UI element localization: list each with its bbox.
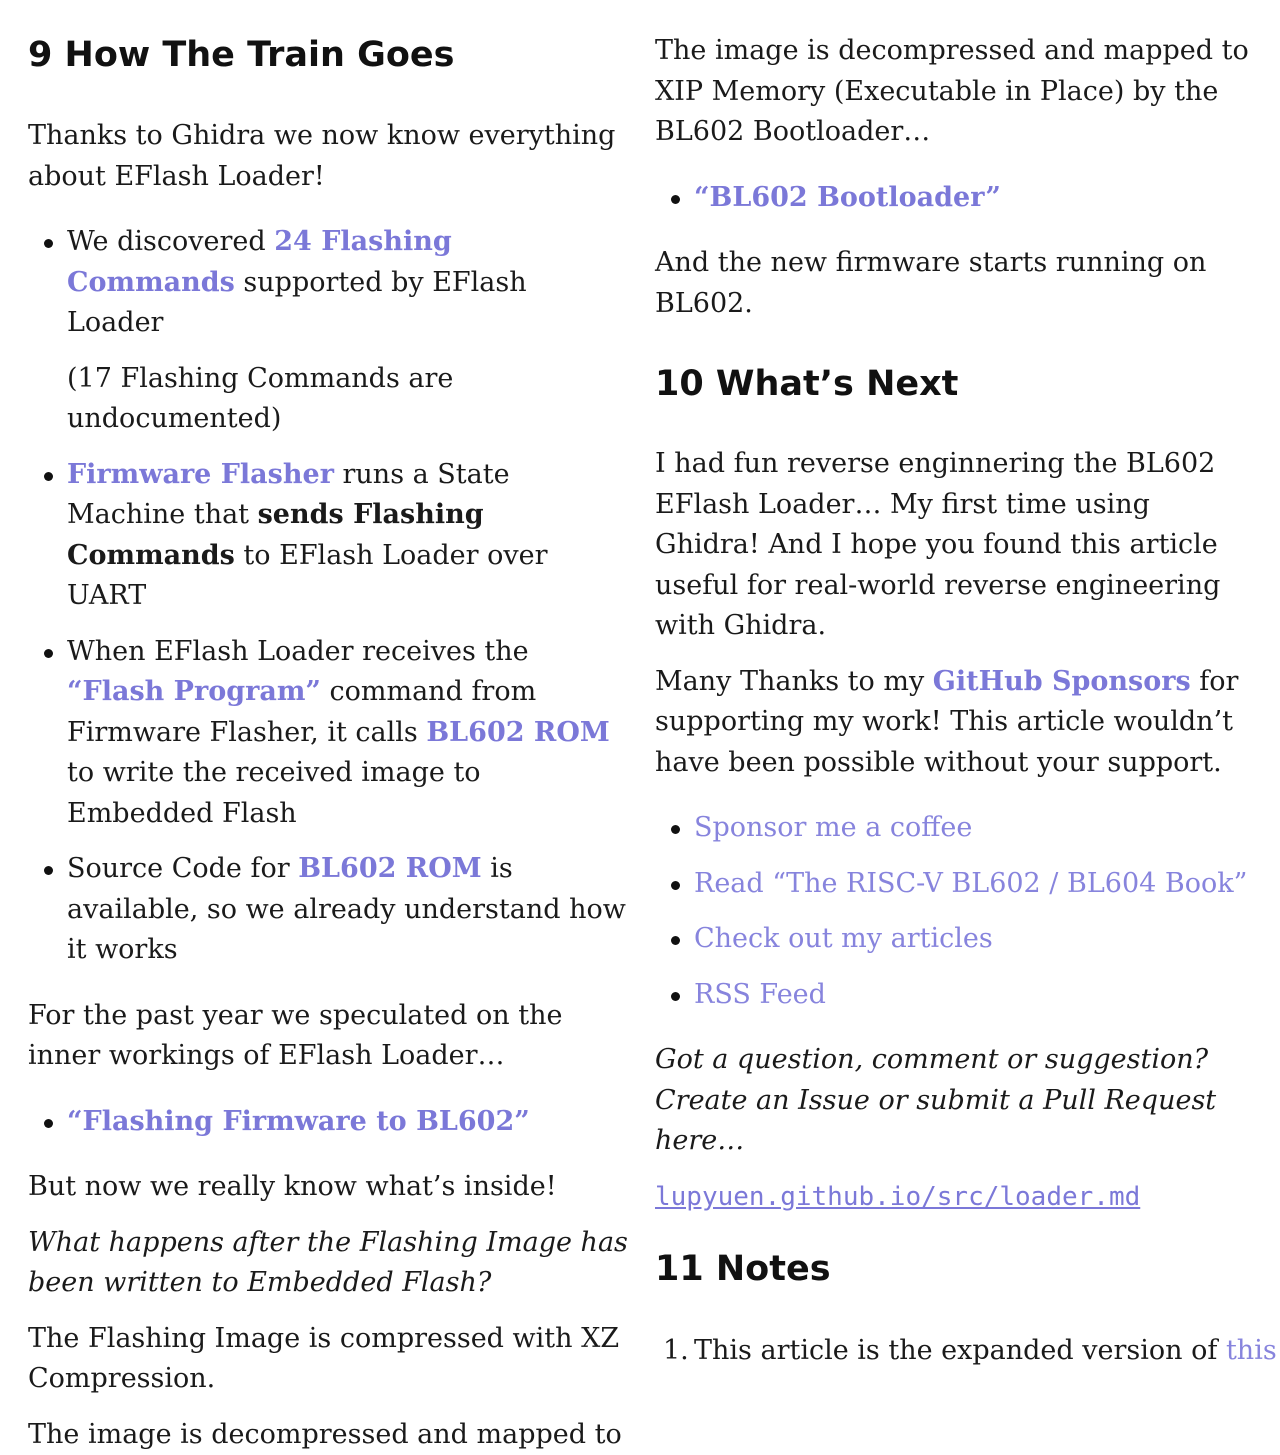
text: command from Firmware Flasher, it calls xyxy=(67,676,536,748)
right-column xyxy=(655,0,1260,1266)
section-heading-next: 10 What’s Next xyxy=(655,362,1260,406)
list-item xyxy=(655,178,1260,219)
text: This article is the expanded version of xyxy=(694,1335,1226,1366)
section-heading-train: 9 How The Train Goes xyxy=(28,33,628,77)
bl602-bootloader-link[interactable]: “BL602 Bootloader” xyxy=(694,182,1001,213)
text: Many Thanks to my xyxy=(655,666,933,697)
bootloader-list xyxy=(655,178,1260,219)
compressed-paragraph: The Flashing Image is compressed with XZ Compression. xyxy=(28,1319,628,1400)
left-column xyxy=(28,0,628,1266)
intro-paragraph: Thanks to Ghidra we now know everything about EFlash Loader! xyxy=(28,116,628,197)
fun-paragraph: I had fun reverse enginnering the BL602 EFlash Loader… My first time using Ghidra! And I hope you found this article useful for real-world reverse engineering with Ghidra. xyxy=(655,444,1260,647)
github-sponsors-link[interactable]: GitHub Sponsors xyxy=(933,666,1191,697)
list-item xyxy=(655,864,1260,905)
list-item xyxy=(655,919,1260,960)
text: for supporting my work! This article wouldn’t have been possible without your support. xyxy=(655,666,1238,778)
source-link-paragraph xyxy=(655,1177,1260,1218)
undocumented-note: (17 Flashing Commands are undocumented) xyxy=(67,359,628,440)
section-heading-notes: 11 Notes xyxy=(655,1247,1260,1291)
flashing-list xyxy=(28,1102,628,1143)
text: runs a State Machine that xyxy=(67,459,510,531)
source-markdown-link[interactable]: lupyuen.github.io/src/loader.md xyxy=(655,1182,1140,1212)
bl602-rom-link[interactable]: BL602 ROM xyxy=(426,717,609,748)
notes-list-item xyxy=(655,1331,1260,1372)
text: We discovered xyxy=(67,226,274,257)
list-item xyxy=(28,1102,628,1143)
question-paragraph: What happens after the Flashing Image has been written to Embedded Flash? xyxy=(28,1223,628,1304)
rss-feed-link[interactable]: RSS Feed xyxy=(694,979,826,1010)
decompressed-paragraph: The image is decompressed and mapped to XIP Memory (Executable in Place) by the BL602 Bootloader… xyxy=(655,31,1260,153)
articles-link[interactable]: Check out my articles xyxy=(694,923,993,954)
expanded-version-link[interactable]: this xyxy=(1226,1335,1277,1366)
text: is available, so we already understand how it works xyxy=(67,853,626,965)
flashing-firmware-link[interactable]: “Flashing Firmware to BL602” xyxy=(67,1106,530,1137)
bold-text: sends Flashing Commands xyxy=(67,499,484,571)
firmware-flasher-link[interactable]: Firmware Flasher xyxy=(67,459,334,490)
list-item xyxy=(655,808,1260,849)
list-item xyxy=(655,975,1260,1016)
list-item xyxy=(28,455,628,617)
flash-program-link[interactable]: “Flash Program” xyxy=(67,676,321,707)
text: to EFlash Loader over UART xyxy=(67,540,548,612)
list-item xyxy=(28,222,628,440)
starts-paragraph: And the new firmware starts running on BL602. xyxy=(655,243,1260,324)
speculated-paragraph: For the past year we speculated on the inner workings of EFlash Loader… xyxy=(28,996,628,1077)
book-link[interactable]: Read “The RISC-V BL602 / BL604 Book” xyxy=(694,868,1247,899)
thanks-paragraph xyxy=(655,662,1260,784)
summary-list xyxy=(28,222,628,971)
note-number: 1. xyxy=(663,1331,689,1372)
support-links-list xyxy=(655,808,1260,1015)
list-item xyxy=(28,849,628,971)
flashing-commands-link[interactable]: 24 Flashing Commands xyxy=(67,226,452,298)
list-item xyxy=(28,632,628,835)
sponsor-coffee-link[interactable]: Sponsor me a coffee xyxy=(694,812,972,843)
text: to write the received image to Embedded Flash xyxy=(67,757,481,829)
text: Source Code for xyxy=(67,853,298,884)
got-question-paragraph: Got a question, comment or suggestion? Create an Issue or submit a Pull Request here… xyxy=(655,1040,1260,1162)
text: When EFlash Loader receives the xyxy=(67,636,529,667)
bl602-rom-source-link[interactable]: BL602 ROM xyxy=(298,853,481,884)
text: supported by EFlash Loader xyxy=(67,267,527,339)
now-know-paragraph: But now we really know what’s inside! xyxy=(28,1167,628,1208)
cut-paragraph: The image is decompressed and mapped to xyxy=(28,1415,628,1455)
